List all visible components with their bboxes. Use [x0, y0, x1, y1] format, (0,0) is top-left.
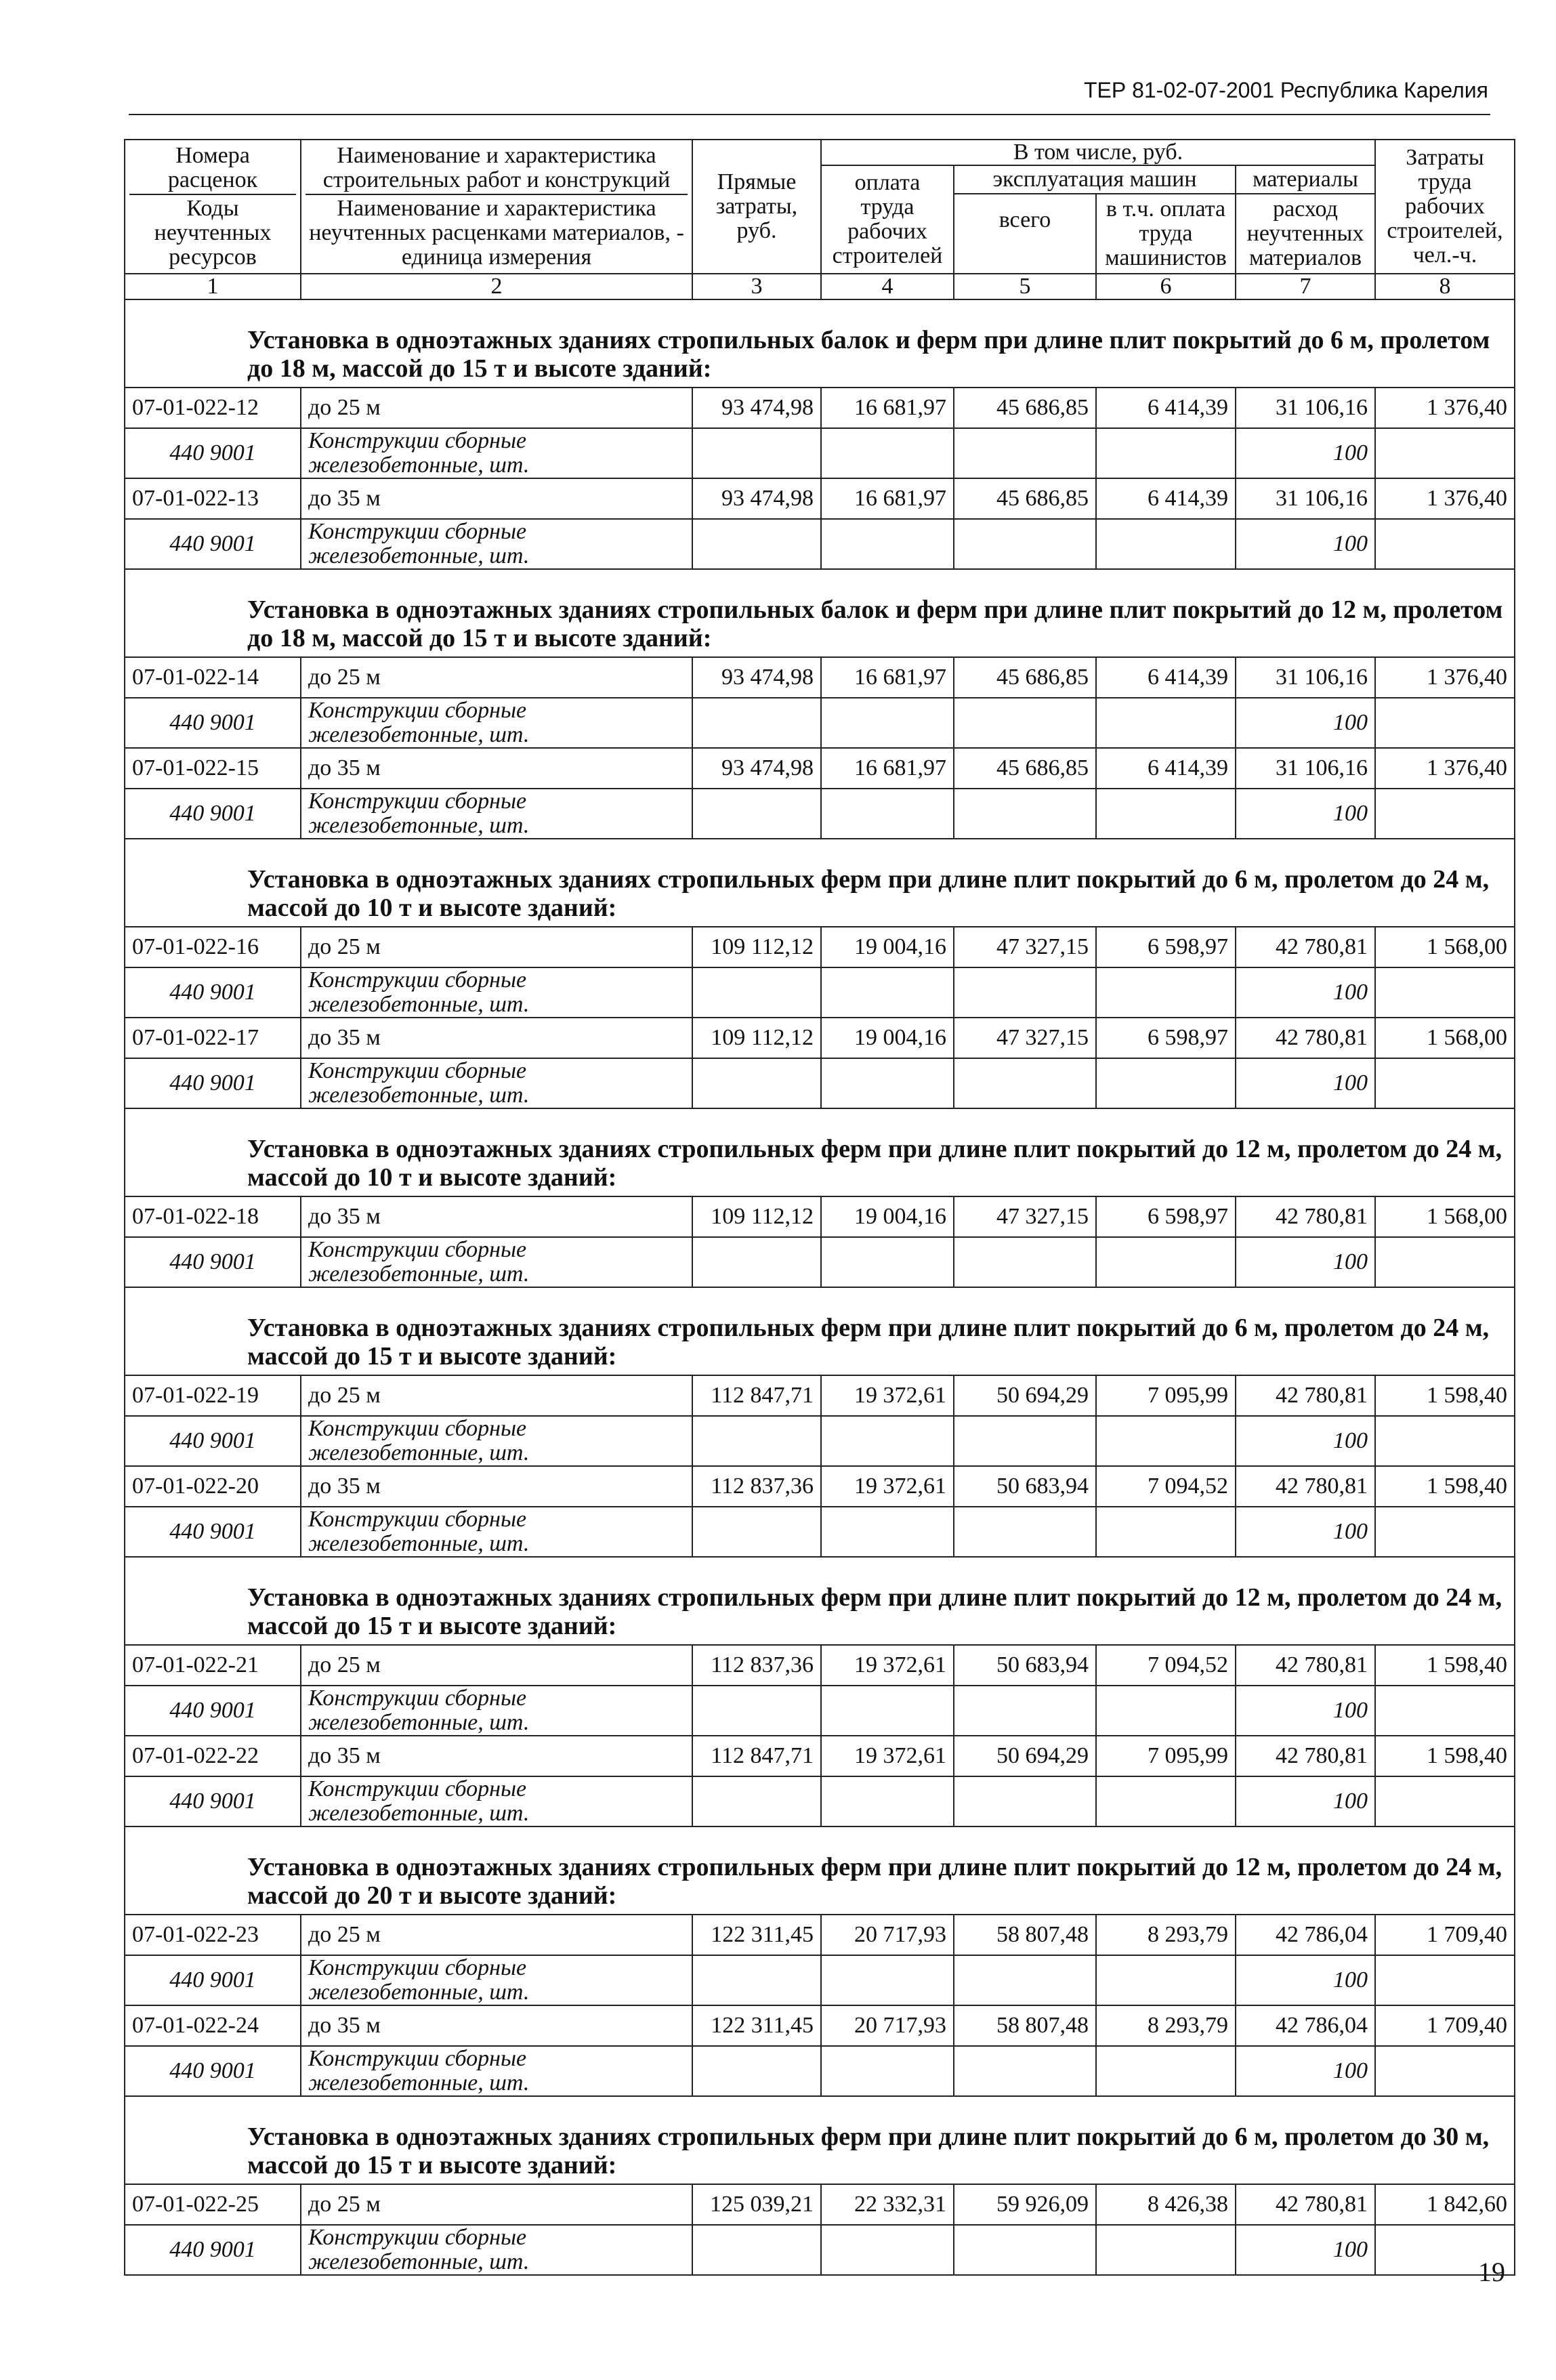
- column-number: 2: [301, 274, 692, 299]
- resource-row: [125, 2046, 1515, 2096]
- section-heading-row: [125, 839, 1515, 927]
- rate-row: [125, 1915, 1515, 1955]
- section-title: Установка в одноэтажных зданиях стропильных ферм при длине плит покрытий до 12 м, пролетом до 24 м, массой до 15 т и высоте зданий:: [125, 1557, 1515, 1645]
- rate-code: 07-01-022-16: [125, 927, 301, 967]
- rate-row: [125, 388, 1515, 428]
- resource-quantity: 100: [1236, 2225, 1375, 2275]
- empty-cell: [954, 2225, 1096, 2275]
- empty-cell: [821, 1955, 954, 2005]
- direct-costs: 109 112,12: [692, 927, 821, 967]
- empty-cell: [954, 1686, 1096, 1736]
- empty-cell: [1375, 698, 1515, 748]
- machines-total: 50 694,29: [954, 1375, 1096, 1416]
- empty-cell: [692, 1507, 821, 1557]
- header-materials-label: материалы: [1236, 166, 1374, 194]
- machines-total: 45 686,85: [954, 388, 1096, 428]
- labor-pay: 16 681,97: [821, 388, 954, 428]
- machines-total: 58 807,48: [954, 1915, 1096, 1955]
- rate-code: 07-01-022-17: [125, 1018, 301, 1058]
- materials-cost: 42 780,81: [1236, 1466, 1375, 1507]
- machines-labor: 8 293,79: [1096, 2005, 1236, 2046]
- empty-cell: [954, 1058, 1096, 1108]
- empty-cell: [954, 2046, 1096, 2096]
- direct-costs: 93 474,98: [692, 748, 821, 789]
- empty-cell: [692, 1237, 821, 1287]
- column-number: 1: [125, 274, 301, 299]
- machines-labor: 7 095,99: [1096, 1375, 1236, 1416]
- labor-pay: 16 681,97: [821, 748, 954, 789]
- work-name: до 25 м: [301, 927, 692, 967]
- rate-row: [125, 1736, 1515, 1776]
- section-title: Установка в одноэтажных зданиях стропильных ферм при длине плит покрытий до 6 м, пролетом до 24 м, массой до 15 т и высоте зданий:: [125, 1287, 1515, 1375]
- work-name: до 35 м: [301, 1018, 692, 1058]
- labor-pay: 19 004,16: [821, 927, 954, 967]
- materials-cost: 31 106,16: [1236, 388, 1375, 428]
- empty-cell: [821, 1416, 954, 1466]
- resource-row: [125, 1058, 1515, 1108]
- rate-code: 07-01-022-23: [125, 1915, 301, 1955]
- resource-name: Конструкции сборные железобетонные, шт.: [301, 789, 692, 839]
- rates-table: [124, 139, 1515, 2276]
- machines-labor: 6 598,97: [1096, 1196, 1236, 1237]
- empty-cell: [954, 967, 1096, 1018]
- resource-row: [125, 2225, 1515, 2275]
- machines-labor: 6 414,39: [1096, 478, 1236, 519]
- empty-cell: [954, 1507, 1096, 1557]
- section-title: Установка в одноэтажных зданиях стропильных балок и ферм при длине плит покрытий до 6 м, пролетом до 18 м, массой до 15 т и высоте зданий:: [125, 299, 1515, 388]
- work-name: до 35 м: [301, 478, 692, 519]
- empty-cell: [1096, 519, 1236, 569]
- resource-row: [125, 1686, 1515, 1736]
- empty-cell: [692, 2046, 821, 2096]
- resource-code: 440 9001: [125, 519, 301, 569]
- empty-cell: [1096, 1955, 1236, 2005]
- materials-cost: 42 780,81: [1236, 1375, 1375, 1416]
- direct-costs: 93 474,98: [692, 657, 821, 698]
- work-name: до 35 м: [301, 748, 692, 789]
- labor-hours: 1 709,40: [1375, 1915, 1515, 1955]
- materials-cost: 31 106,16: [1236, 657, 1375, 698]
- header-machines: [954, 165, 1236, 274]
- materials-cost: 42 780,81: [1236, 1736, 1375, 1776]
- empty-cell: [1375, 1416, 1515, 1466]
- empty-cell: [821, 428, 954, 478]
- empty-cell: [1096, 1686, 1236, 1736]
- empty-cell: [692, 428, 821, 478]
- resource-code: 440 9001: [125, 2046, 301, 2096]
- resource-code: 440 9001: [125, 1955, 301, 2005]
- empty-cell: [954, 1416, 1096, 1466]
- resource-name: Конструкции сборные железобетонные, шт.: [301, 2046, 692, 2096]
- labor-hours: 1 568,00: [1375, 1018, 1515, 1058]
- empty-cell: [1096, 1416, 1236, 1466]
- empty-cell: [821, 2046, 954, 2096]
- header-rule: [129, 114, 1490, 115]
- resource-code: 440 9001: [125, 1776, 301, 1826]
- resource-row: [125, 1955, 1515, 2005]
- section-heading-row: [125, 2096, 1515, 2184]
- empty-cell: [954, 698, 1096, 748]
- machines-labor: 7 095,99: [1096, 1736, 1236, 1776]
- empty-cell: [1096, 967, 1236, 1018]
- resource-code: 440 9001: [125, 1237, 301, 1287]
- section-heading-row: [125, 1557, 1515, 1645]
- empty-cell: [821, 789, 954, 839]
- materials-cost: 42 780,81: [1236, 1645, 1375, 1686]
- resource-quantity: 100: [1236, 1507, 1375, 1557]
- rate-row: [125, 1018, 1515, 1058]
- empty-cell: [821, 1237, 954, 1287]
- empty-cell: [1096, 1776, 1236, 1826]
- section-heading-row: [125, 569, 1515, 657]
- empty-cell: [1375, 1058, 1515, 1108]
- machines-labor: 6 414,39: [1096, 388, 1236, 428]
- empty-cell: [1096, 428, 1236, 478]
- labor-pay: 20 717,93: [821, 2005, 954, 2046]
- machines-labor: 8 426,38: [1096, 2184, 1236, 2225]
- labor-hours: 1 568,00: [1375, 1196, 1515, 1237]
- page-number: 19: [1478, 2257, 1505, 2287]
- section-heading-row: [125, 1108, 1515, 1196]
- resource-name: Конструкции сборные железобетонные, шт.: [301, 1237, 692, 1287]
- rate-code: 07-01-022-21: [125, 1645, 301, 1686]
- machines-labor: 7 094,52: [1096, 1645, 1236, 1686]
- direct-costs: 112 847,71: [692, 1375, 821, 1416]
- labor-hours: 1 376,40: [1375, 657, 1515, 698]
- section-title: Установка в одноэтажных зданиях стропильных ферм при длине плит покрытий до 12 м, пролетом до 24 м, массой до 20 т и высоте зданий:: [125, 1826, 1515, 1915]
- direct-costs: 109 112,12: [692, 1196, 821, 1237]
- resource-row: [125, 1237, 1515, 1287]
- rate-row: [125, 1645, 1515, 1686]
- resource-quantity: 100: [1236, 519, 1375, 569]
- column-number: 8: [1375, 274, 1515, 299]
- empty-cell: [692, 2225, 821, 2275]
- resource-name: Конструкции сборные железобетонные, шт.: [301, 1416, 692, 1466]
- direct-costs: 93 474,98: [692, 478, 821, 519]
- header-labor-hours: Затраты труда рабочих строителей, чел.-ч.: [1375, 140, 1515, 274]
- work-name: до 25 м: [301, 1645, 692, 1686]
- rate-row: [125, 2005, 1515, 2046]
- machines-total: 47 327,15: [954, 1196, 1096, 1237]
- empty-cell: [692, 789, 821, 839]
- empty-cell: [1096, 2225, 1236, 2275]
- rate-row: [125, 927, 1515, 967]
- empty-cell: [692, 519, 821, 569]
- section-title: Установка в одноэтажных зданиях стропильных балок и ферм при длине плит покрытий до 12 м, пролетом до 18 м, массой до 15 т и высоте зданий:: [125, 569, 1515, 657]
- materials-cost: 42 780,81: [1236, 1018, 1375, 1058]
- work-name: до 35 м: [301, 1466, 692, 1507]
- machines-total: 58 807,48: [954, 2005, 1096, 2046]
- header-labor-pay: оплата труда рабочих строителей: [821, 165, 954, 274]
- materials-cost: 31 106,16: [1236, 748, 1375, 789]
- rate-row: [125, 478, 1515, 519]
- header-codes: [125, 140, 301, 274]
- rate-code: 07-01-022-12: [125, 388, 301, 428]
- machines-labor: 6 414,39: [1096, 657, 1236, 698]
- machines-total: 59 926,09: [954, 2184, 1096, 2225]
- labor-hours: 1 568,00: [1375, 927, 1515, 967]
- machines-labor: 6 598,97: [1096, 1018, 1236, 1058]
- resource-row: [125, 428, 1515, 478]
- header-row: [125, 140, 1515, 165]
- resource-row: [125, 789, 1515, 839]
- empty-cell: [954, 1955, 1096, 2005]
- materials-cost: 42 786,04: [1236, 1915, 1375, 1955]
- section-title: Установка в одноэтажных зданиях стропильных ферм при длине плит покрытий до 12 м, пролетом до 24 м, массой до 10 т и высоте зданий:: [125, 1108, 1515, 1196]
- resource-row: [125, 1776, 1515, 1826]
- resource-name: Конструкции сборные железобетонные, шт.: [301, 428, 692, 478]
- section-heading-row: [125, 299, 1515, 388]
- labor-hours: 1 598,40: [1375, 1736, 1515, 1776]
- resource-quantity: 100: [1236, 1237, 1375, 1287]
- direct-costs: 112 837,36: [692, 1645, 821, 1686]
- direct-costs: 112 837,36: [692, 1466, 821, 1507]
- resource-quantity: 100: [1236, 2046, 1375, 2096]
- direct-costs: 109 112,12: [692, 1018, 821, 1058]
- resource-row: [125, 519, 1515, 569]
- labor-hours: 1 376,40: [1375, 478, 1515, 519]
- empty-cell: [821, 1058, 954, 1108]
- resource-row: [125, 698, 1515, 748]
- resource-quantity: 100: [1236, 1686, 1375, 1736]
- resource-code: 440 9001: [125, 1058, 301, 1108]
- section-heading-row: [125, 1287, 1515, 1375]
- empty-cell: [1096, 1237, 1236, 1287]
- resource-quantity: 100: [1236, 1955, 1375, 2005]
- rate-code: 07-01-022-18: [125, 1196, 301, 1237]
- rate-row: [125, 748, 1515, 789]
- resource-code: 440 9001: [125, 1416, 301, 1466]
- empty-cell: [1375, 789, 1515, 839]
- materials-cost: 42 780,81: [1236, 927, 1375, 967]
- empty-cell: [821, 1507, 954, 1557]
- empty-cell: [692, 1416, 821, 1466]
- column-number: 5: [954, 274, 1096, 299]
- machines-total: 50 683,94: [954, 1645, 1096, 1686]
- machines-total: 45 686,85: [954, 748, 1096, 789]
- empty-cell: [692, 1686, 821, 1736]
- empty-cell: [1096, 2046, 1236, 2096]
- labor-hours: 1 376,40: [1375, 388, 1515, 428]
- empty-cell: [692, 1058, 821, 1108]
- empty-cell: [954, 1776, 1096, 1826]
- resource-code: 440 9001: [125, 1686, 301, 1736]
- rate-code: 07-01-022-25: [125, 2184, 301, 2225]
- machines-labor: 8 293,79: [1096, 1915, 1236, 1955]
- header-direct-costs: Прямые затраты, руб.: [692, 140, 821, 274]
- empty-cell: [821, 1686, 954, 1736]
- rate-row: [125, 2184, 1515, 2225]
- empty-cell: [821, 967, 954, 1018]
- section-heading-row: [125, 1826, 1515, 1915]
- direct-costs: 122 311,45: [692, 2005, 821, 2046]
- labor-pay: 20 717,93: [821, 1915, 954, 1955]
- resource-name: Конструкции сборные железобетонные, шт.: [301, 519, 692, 569]
- header-machines-total: всего: [954, 194, 1097, 273]
- empty-cell: [692, 967, 821, 1018]
- resource-row: [125, 1416, 1515, 1466]
- resource-name: Конструкции сборные железобетонные, шт.: [301, 967, 692, 1018]
- rate-row: [125, 657, 1515, 698]
- empty-cell: [692, 1776, 821, 1826]
- rate-row: [125, 1375, 1515, 1416]
- materials-cost: 42 780,81: [1236, 2184, 1375, 2225]
- resource-code: 440 9001: [125, 2225, 301, 2275]
- labor-pay: 19 372,61: [821, 1736, 954, 1776]
- labor-pay: 19 372,61: [821, 1645, 954, 1686]
- resource-quantity: 100: [1236, 1416, 1375, 1466]
- labor-hours: 1 376,40: [1375, 748, 1515, 789]
- resource-code: 440 9001: [125, 698, 301, 748]
- empty-cell: [954, 519, 1096, 569]
- header-col2-bottom: Наименование и характеристика неучтенных расценками материалов, - единица измерения: [309, 196, 684, 270]
- machines-total: 50 683,94: [954, 1466, 1096, 1507]
- work-name: до 25 м: [301, 1915, 692, 1955]
- empty-cell: [1096, 698, 1236, 748]
- machines-total: 45 686,85: [954, 657, 1096, 698]
- resource-name: Конструкции сборные железобетонные, шт.: [301, 1776, 692, 1826]
- empty-cell: [692, 698, 821, 748]
- resource-quantity: 100: [1236, 1776, 1375, 1826]
- machines-labor: 7 094,52: [1096, 1466, 1236, 1507]
- section-title: Установка в одноэтажных зданиях стропильных ферм при длине плит покрытий до 6 м, пролетом до 30 м, массой до 15 т и высоте зданий:: [125, 2096, 1515, 2184]
- labor-hours: 1 598,40: [1375, 1466, 1515, 1507]
- work-name: до 25 м: [301, 388, 692, 428]
- materials-cost: 31 106,16: [1236, 478, 1375, 519]
- labor-pay: 16 681,97: [821, 478, 954, 519]
- empty-cell: [1096, 1058, 1236, 1108]
- empty-cell: [821, 698, 954, 748]
- rate-row: [125, 1466, 1515, 1507]
- machines-total: 47 327,15: [954, 927, 1096, 967]
- resource-quantity: 100: [1236, 428, 1375, 478]
- materials-cost: 42 786,04: [1236, 2005, 1375, 2046]
- work-name: до 35 м: [301, 1196, 692, 1237]
- header-col2-top: Наименование и характеристика строительных работ и конструкций: [322, 143, 671, 192]
- resource-row: [125, 1507, 1515, 1557]
- empty-cell: [954, 789, 1096, 839]
- work-name: до 25 м: [301, 1375, 692, 1416]
- empty-cell: [1375, 967, 1515, 1018]
- empty-cell: [954, 428, 1096, 478]
- header-names: [301, 140, 692, 274]
- resource-quantity: 100: [1236, 789, 1375, 839]
- labor-hours: 1 598,40: [1375, 1375, 1515, 1416]
- labor-pay: 19 004,16: [821, 1196, 954, 1237]
- resource-code: 440 9001: [125, 428, 301, 478]
- resource-code: 440 9001: [125, 1507, 301, 1557]
- resource-code: 440 9001: [125, 967, 301, 1018]
- labor-hours: 1 598,40: [1375, 1645, 1515, 1686]
- resource-row: [125, 967, 1515, 1018]
- rate-code: 07-01-022-14: [125, 657, 301, 698]
- empty-cell: [821, 519, 954, 569]
- work-name: до 25 м: [301, 657, 692, 698]
- labor-hours: 1 709,40: [1375, 2005, 1515, 2046]
- machines-labor: 6 414,39: [1096, 748, 1236, 789]
- empty-cell: [1375, 2046, 1515, 2096]
- column-number: 3: [692, 274, 821, 299]
- labor-pay: 19 004,16: [821, 1018, 954, 1058]
- header-machines-labor: в т.ч. оплата труда машинистов: [1105, 196, 1227, 270]
- empty-cell: [821, 2225, 954, 2275]
- header-including: В том числе, руб.: [821, 140, 1375, 165]
- rate-code: 07-01-022-19: [125, 1375, 301, 1416]
- header-col1-bottom: Коды неучтенных ресурсов: [154, 196, 272, 270]
- direct-costs: 125 039,21: [692, 2184, 821, 2225]
- rate-code: 07-01-022-15: [125, 748, 301, 789]
- empty-cell: [692, 1955, 821, 2005]
- machines-total: 50 694,29: [954, 1736, 1096, 1776]
- rate-code: 07-01-022-22: [125, 1736, 301, 1776]
- labor-pay: 16 681,97: [821, 657, 954, 698]
- header-machines-label: эксплуатация машин: [954, 166, 1235, 194]
- rate-code: 07-01-022-24: [125, 2005, 301, 2046]
- empty-cell: [1375, 1955, 1515, 2005]
- empty-cell: [954, 1237, 1096, 1287]
- header-col1-top: Номера расценок: [167, 143, 258, 192]
- resource-name: Конструкции сборные железобетонные, шт.: [301, 2225, 692, 2275]
- direct-costs: 122 311,45: [692, 1915, 821, 1955]
- empty-cell: [1375, 1686, 1515, 1736]
- work-name: до 35 м: [301, 1736, 692, 1776]
- resource-quantity: 100: [1236, 967, 1375, 1018]
- column-number: 4: [821, 274, 954, 299]
- header-materials-unaccounted: расход неучтенных материалов: [1246, 196, 1364, 270]
- labor-hours: 1 842,60: [1375, 2184, 1515, 2225]
- resource-code: 440 9001: [125, 789, 301, 839]
- work-name: до 35 м: [301, 2005, 692, 2046]
- column-number: 6: [1096, 274, 1236, 299]
- running-head: ТЕР 81-02-07-2001 Республика Карелия: [1083, 78, 1488, 102]
- labor-pay: 19 372,61: [821, 1375, 954, 1416]
- rates-sheet: [124, 139, 1514, 2276]
- materials-cost: 42 780,81: [1236, 1196, 1375, 1237]
- machines-total: 47 327,15: [954, 1018, 1096, 1058]
- rate-code: 07-01-022-20: [125, 1466, 301, 1507]
- resource-quantity: 100: [1236, 1058, 1375, 1108]
- resource-name: Конструкции сборные железобетонные, шт.: [301, 1686, 692, 1736]
- section-title: Установка в одноэтажных зданиях стропильных ферм при длине плит покрытий до 6 м, пролетом до 24 м, массой до 10 т и высоте зданий:: [125, 839, 1515, 927]
- labor-pay: 19 372,61: [821, 1466, 954, 1507]
- resource-quantity: 100: [1236, 698, 1375, 748]
- machines-labor: 6 598,97: [1096, 927, 1236, 967]
- empty-cell: [1375, 428, 1515, 478]
- header-materials: [1236, 165, 1375, 274]
- empty-cell: [1375, 1507, 1515, 1557]
- machines-total: 45 686,85: [954, 478, 1096, 519]
- empty-cell: [1375, 1237, 1515, 1287]
- work-name: до 25 м: [301, 2184, 692, 2225]
- direct-costs: 93 474,98: [692, 388, 821, 428]
- empty-cell: [1375, 1776, 1515, 1826]
- empty-cell: [1096, 1507, 1236, 1557]
- rate-row: [125, 1196, 1515, 1237]
- empty-cell: [1096, 789, 1236, 839]
- empty-cell: [1375, 519, 1515, 569]
- resource-name: Конструкции сборные железобетонные, шт.: [301, 1507, 692, 1557]
- empty-cell: [821, 1776, 954, 1826]
- resource-name: Конструкции сборные железобетонные, шт.: [301, 1058, 692, 1108]
- column-numbers-row: [125, 274, 1515, 299]
- labor-pay: 22 332,31: [821, 2184, 954, 2225]
- rate-code: 07-01-022-13: [125, 478, 301, 519]
- resource-name: Конструкции сборные железобетонные, шт.: [301, 698, 692, 748]
- resource-name: Конструкции сборные железобетонные, шт.: [301, 1955, 692, 2005]
- direct-costs: 112 847,71: [692, 1736, 821, 1776]
- column-number: 7: [1236, 274, 1375, 299]
